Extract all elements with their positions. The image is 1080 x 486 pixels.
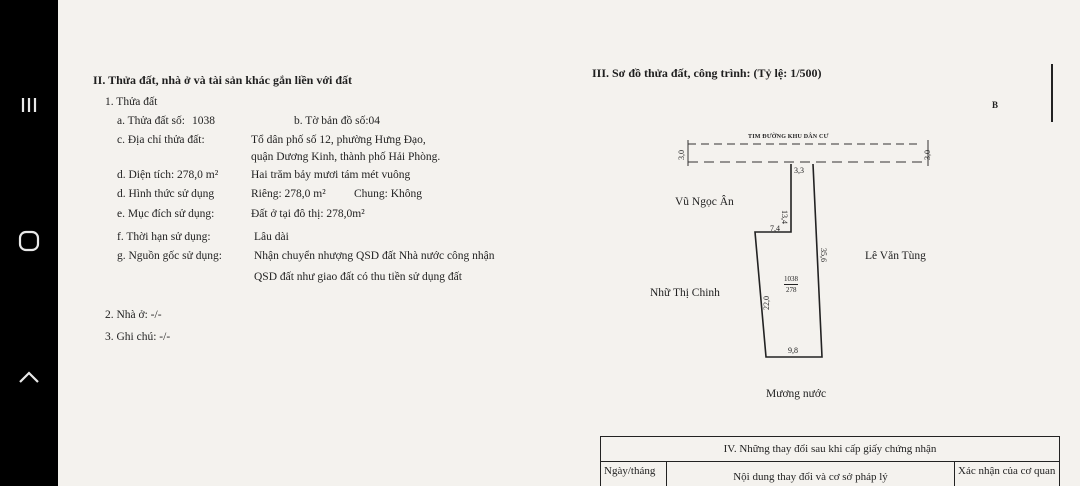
parcel-number-in-plot: 1038 [784, 275, 798, 283]
menu-button[interactable] [0, 90, 58, 120]
section-3-title: III. Sơ đồ thửa đất, công trình: (Tỷ lệ: 1/500) [592, 66, 822, 80]
usage-shared-value: Chung: Không [354, 188, 423, 200]
dim-right: 35,6 [819, 248, 828, 262]
area-in-words: Hai trăm bảy mươi tám mét vuông [251, 169, 411, 181]
road-width-right: 3,0 [923, 150, 932, 160]
address-value-line-1: Tổ dân phố số 12, phường Hưng Đạo, [251, 134, 426, 146]
house-info: 2. Nhà ở: -/- [105, 309, 162, 321]
dim-top: 3,3 [794, 166, 804, 175]
back-button[interactable] [0, 362, 58, 392]
dim-lower-left: 22,0 [762, 296, 771, 310]
dim-step: 7,4 [770, 224, 780, 233]
col-content-header: Nội dung thay đổi và cơ sở pháp lý [667, 462, 955, 486]
menu-lines-icon [19, 96, 39, 114]
plot-diagram [58, 0, 1080, 486]
usage-form-label: d. Hình thức sử dụng [117, 188, 215, 200]
neighbor-left-bottom: Nhữ Thị Chinh [650, 287, 720, 299]
home-button[interactable] [0, 226, 58, 256]
parcel-heading: 1. Thửa đất [105, 96, 158, 108]
parcel-number-value: 1038 [192, 115, 215, 127]
notes-info: 3. Ghi chú: -/- [105, 331, 171, 343]
col-date-header: Ngày/tháng [601, 462, 667, 486]
road-label: TIM ĐƯỜNG KHU DÂN CƯ [748, 134, 829, 140]
north-label: B [992, 100, 999, 110]
road-width-left: 3,0 [677, 150, 686, 160]
duration-value: Lâu dài [254, 231, 289, 243]
origin-value-line-1: Nhận chuyển nhượng QSD đất Nhà nước công nhận [254, 250, 495, 262]
changes-table [600, 436, 1060, 486]
address-label: c. Địa chỉ thửa đất: [117, 134, 205, 146]
origin-label: g. Nguồn gốc sử dụng: [117, 250, 222, 262]
col-confirm-header: Xác nhận của cơ quan [958, 465, 1056, 477]
neighbor-right: Lê Văn Tùng [865, 250, 926, 262]
parcel-boundary [755, 164, 822, 357]
land-certificate-page [58, 0, 1080, 486]
duration-label: f. Thời hạn sử dụng: [117, 231, 211, 243]
area-label: d. Diện tích: 278,0 m² [117, 169, 219, 181]
neighbor-left-top: Vũ Ngọc Ân [675, 196, 734, 208]
origin-value-line-2: QSD đất như giao đất có thu tiền sử dụng đất [254, 271, 462, 283]
dim-stem-left: 13,4 [780, 210, 789, 224]
dim-bottom: 9,8 [788, 346, 798, 355]
navigation-bar [0, 0, 58, 486]
neighbor-bottom: Mương nước [766, 388, 827, 400]
parcel-area-in-plot: 278 [786, 286, 797, 294]
purpose-label: e. Mục đích sử dụng: [117, 208, 215, 220]
map-sheet-number: b. Tờ bản đồ số:04 [294, 115, 381, 127]
address-value-line-2: quận Dương Kinh, thành phố Hải Phòng. [251, 151, 441, 163]
purpose-value: Đất ở tại đô thị: 278,0m² [251, 208, 365, 220]
parcel-number-label: a. Thửa đất số: [117, 115, 185, 127]
section-4-title: IV. Những thay đổi sau khi cấp giấy chứng nhận [601, 437, 1059, 462]
home-circle-icon [18, 230, 40, 252]
usage-private-value: Riêng: 278,0 m² [251, 188, 326, 200]
section-2-title: II. Thửa đất, nhà ở và tài sản khác gắn liền với đất [93, 73, 353, 87]
chevron-up-icon [18, 370, 40, 384]
